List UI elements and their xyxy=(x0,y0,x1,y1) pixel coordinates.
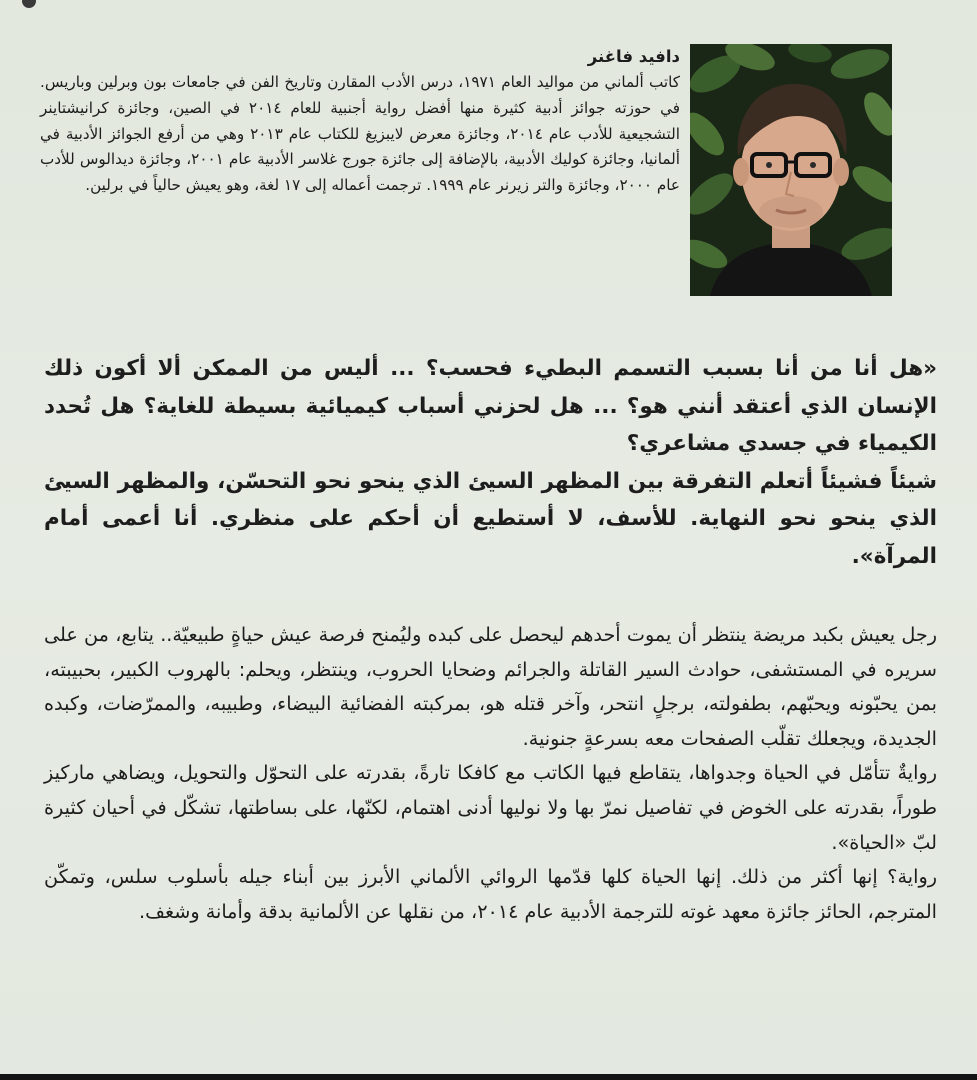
synopsis-paragraph-3: رواية؟ إنها أكثر من ذلك. إنها الحياة كلها قدّمها الروائي الألماني الأبرز بين أبناء جيله بأسلوب سلس، وتمكّن المترجم، الحائز جائزة معهد غوته للترجمة الأدبية عام ٢٠١٤، من نقلها عن الألمانية بدقة وأمانة وشغف. xyxy=(44,865,937,923)
quote-paragraph-2: شيئاً فشيئاً أتعلم التفرقة بين المظهر السيئ الذي ينحو نحو التحسّن، والمظهر السيئ الذي ينحو نحو النهاية. للأسف، لا أستطيع أن أحكم على منظري. أنا أعمى أمام المرآة». xyxy=(44,468,937,569)
ink-dot xyxy=(22,0,36,8)
pull-quote xyxy=(44,350,937,575)
synopsis-paragraph-2: روايةٌ تتأمّل في الحياة وجدواها، يتقاطع فيها الكاتب مع كافكا تارةً، بقدرته على التحوّل والتحويل، ويضاهي ماركيز طوراً، بقدرته على الخوض في تفاصيل نمرّ بها ولا نوليها أدنى اهتمام، لكنّها، على بساطتها، تشكّل في أحيان كثيرة لبّ «الحياة». xyxy=(44,761,937,854)
author-name: دافيد فاغنر xyxy=(587,47,680,66)
page-bottom-edge xyxy=(0,1074,977,1080)
author-bio-text: كاتب ألماني من مواليد العام ١٩٧١، درس الأدب المقارن وتاريخ الفن في جامعات بون وبرلين وباريس. في حوزته جوائز أدبية كثيرة منها أفضل رواية أجنبية للعام ٢٠١٤ في الصين، وجائزة كرانيشتاينر التشجيعية للأدب عام ٢٠١٤، وجائزة معرض لايبزيغ للكتاب عام ٢٠١٣ وهي من أرفع الجوائز الأدبية في ألمانيا، وجائزة كوليك الأدبية، بالإضافة إلى جائزة جورج غلاسر الأدبية عام ٢٠٠١، وجائزة ديدالوس للأدب عام ٢٠٠٠، وجائزة والتر زيرنر عام ١٩٩٩. ترجمت أعماله إلى ١٧ لغة، وهو يعيش حالياً في برلين. xyxy=(40,73,681,195)
book-synopsis xyxy=(44,618,937,929)
author-bio-block xyxy=(40,44,680,199)
quote-paragraph-1: «هل أنا من أنا بسبب التسمم البطيء فحسب؟ ... أليس من الممكن ألا أكون ذلك الإنسان الذي أعتقد أنني هو؟ ... هل لحزني أسباب كيميائية بسيطة للغاية؟ هل تُحدد الكيمياء في جسدي مشاعري؟ xyxy=(44,356,937,456)
author-portrait-illustration xyxy=(690,44,892,296)
synopsis-paragraph-1: رجل يعيش بكبد مريضة ينتظر أن يموت أحدهم ليحصل على كبده وليُمنح فرصة عيش حياةٍ طبيعيّة.. يتابع، من على سريره في المستشفى، حوادث السير القاتلة والجرائم وضحايا الحروب، وينتظر، ويحلم: بالهروب الكبير، بحبيبته، بمن يحبّونه ويحبّهم، بطفولته، برجلٍ انتحر، وآخر قتله هو، بمركبته الفضائية البيضاء، وطبيبه، والممرّضات، وكبده الجديدة، ويجعلك تقلّب الصفحات معه بسرعةٍ جنونية. xyxy=(44,623,937,750)
author-photo xyxy=(690,44,892,296)
